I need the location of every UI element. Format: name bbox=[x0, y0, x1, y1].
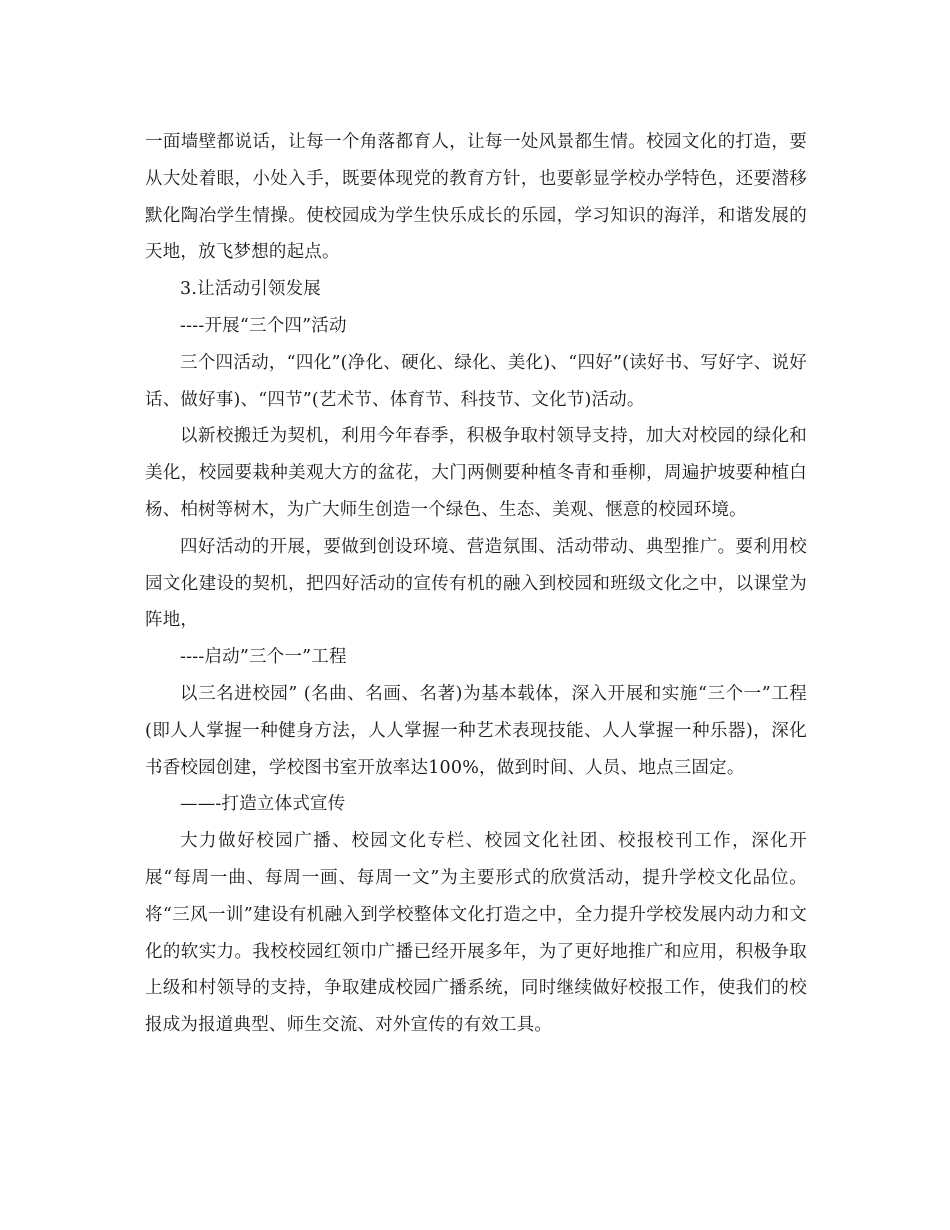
paragraph-publicity: 大力做好校园广播、校园文化专栏、校园文化社团、校报校刊工作，深化开展“每周一曲、每周一画、每周一文”为主要形式的欣赏活动，提升学校文化品位。将“三风一训”建设有机融入到学校整体文化打造之中，全力提升学校发展内动力和文化的软实力。我校校园红领巾广播已经开展多年，为了更好地推广和应用，积极争取上级和村领导的支持，争取建成校园广播系统，同时继续做好校报工作，使我们的校报成为报道典型、师生交流、对外宣传的有效工具。 bbox=[145, 831, 807, 1036]
subheading-three-ones: ----启动”三个一”工程 bbox=[180, 647, 347, 668]
subheading-publicity: ——-打造立体式宣传 bbox=[180, 794, 346, 815]
paragraph-three-ones: 以三名进校园” (名曲、名画、名著)为基本载体，深入开展和实施“三个一”工程(即人人掌握一种健身方法，人人掌握一种艺术表现技能、人人掌握一种乐器)，深化书香校园创建，学校图书室开放率达100%，做到时间、人员、地点三固定。 bbox=[145, 683, 807, 778]
paragraph-school-culture: 一面墙壁都说话，让每一个角落都育人，让每一处风景都生情。校园文化的打造，要从大处着眼，小处入手，既要体现党的教育方针，也要彰显学校办学特色，还要潜移默化陶冶学生情操。使校园成为学生快乐成长的乐园，学习知识的海洋，和谐发展的天地，放飞梦想的起点。 bbox=[145, 132, 807, 263]
section-heading-activities: 3.让活动引领发展 bbox=[180, 279, 321, 300]
paragraph-greening: 以新校搬迁为契机，利用今年春季，积极争取村领导支持，加大对校园的绿化和美化，校园要栽种美观大方的盆花，大门两侧要种植冬青和垂柳，周遍护坡要种植白杨、柏树等树木，为广大师生创造一个绿色、生态、美观、惬意的校园环境。 bbox=[145, 426, 807, 520]
paragraph-four-goods: 四好活动的开展，要做到创设环境、营造氛围、活动带动、典型推广。要利用校园文化建设的契机，把四好活动的宣传有机的融入到校园和班级文化之中，以课堂为阵地， bbox=[145, 536, 807, 631]
subheading-three-fours: ----开展“三个四”活动 bbox=[180, 315, 347, 336]
document-body bbox=[145, 124, 807, 1044]
paragraph-three-fours: 三个四活动，“四化”(净化、硬化、绿化、美化)、“四好”(读好书、写好字、说好话、做好事)、“四节”(艺术节、体育节、科技节、文化节)活动。 bbox=[145, 352, 807, 410]
